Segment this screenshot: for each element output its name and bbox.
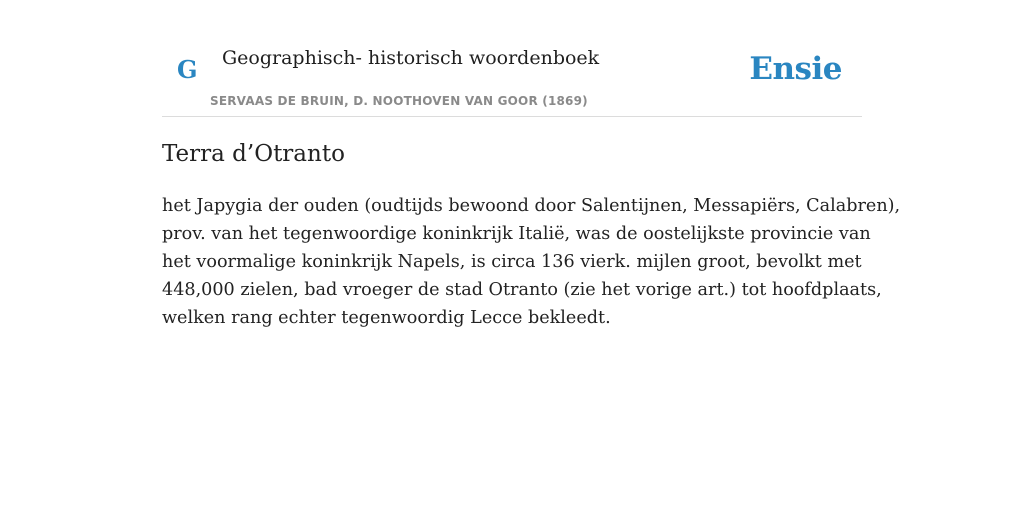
entry-body-line: 448,000 zielen, bad vroeger de stad Otranto (zie het vorige art.) tot hoofdplaats, <box>162 280 882 300</box>
book-header <box>162 0 862 117</box>
entry-title: Terra d’Otranto <box>162 141 345 167</box>
book-letter-icon[interactable]: G <box>177 55 198 84</box>
entry-body-line: het Japygia der ouden (oudtijds bewoond door Salentijnen, Messapiërs, Calabren), <box>162 196 901 216</box>
entry-body <box>162 192 901 332</box>
book-authors: SERVAAS DE BRUIN, D. NOOTHOVEN VAN GOOR (1869) <box>210 94 588 108</box>
book-title-link[interactable]: Geographisch- historisch woordenboek <box>222 47 600 69</box>
ensie-logo-link[interactable]: Ensie <box>749 51 842 87</box>
entry-body-line: prov. van het tegenwoordige koninkrijk Italië, was de oostelijkste provincie van <box>162 224 871 244</box>
entry-body-line: het voormalige koninkrijk Napels, is circa 136 vierk. mijlen groot, bevolkt met <box>162 252 862 272</box>
entry-body-line: welken rang echter tegenwoordig Lecce bekleedt. <box>162 308 611 328</box>
